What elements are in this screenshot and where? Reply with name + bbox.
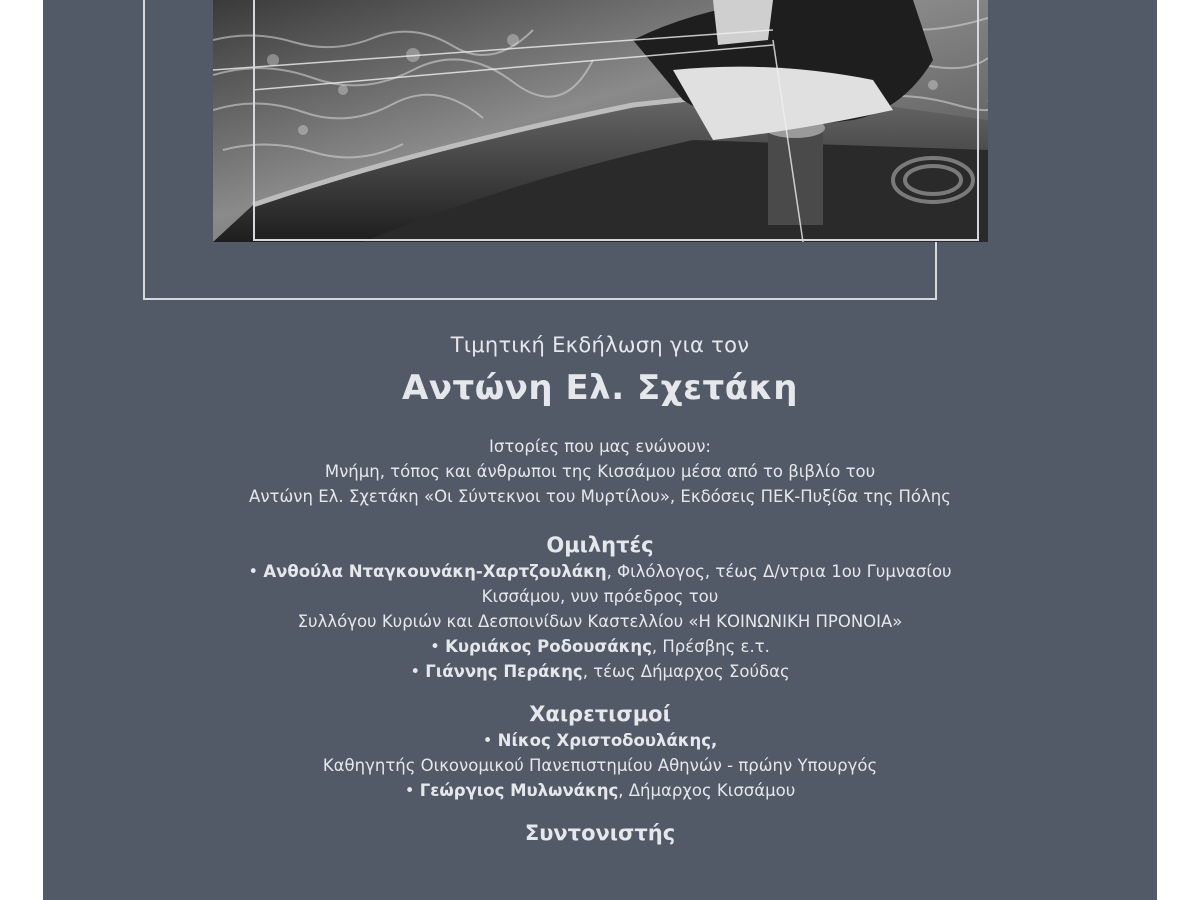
theme-line-3: Αντώνη Ελ. Σχετάκη «Οι Σύντεκνοι του Μυρτίλου», Εκδόσεις ΠΕΚ-Πυξίδα της Πόλης bbox=[249, 487, 951, 506]
greeting-2-bullet: • bbox=[404, 781, 420, 800]
inner-decorative-frame bbox=[253, 0, 979, 241]
speaker-1-role-line-2: Κισσάμου, νυν πρόεδρος του bbox=[481, 587, 719, 606]
honoree-name: Αντώνη Ελ. Σχετάκη bbox=[402, 368, 798, 408]
greeting-1-role: Καθηγητής Οικονομικού Πανεπιστημίου Αθηνών - πρώην Υπουργός bbox=[322, 756, 878, 775]
speaker-1 bbox=[43, 559, 1157, 584]
speaker-1-bullet: • bbox=[248, 562, 264, 581]
coordinator-heading: Συντονιστής bbox=[524, 821, 676, 845]
speaker-3-bullet: • bbox=[410, 662, 426, 681]
greeting-1-bullet: • bbox=[482, 731, 498, 750]
speaker-3-name: Γιάννης Περάκης bbox=[425, 662, 583, 681]
speaker-1-role-line-3: Συλλόγου Κυριών και Δεσποινίδων Καστελλίου «Η ΚΟΙΝΩΝΙΚΗ ΠΡΟΝΟΙΑ» bbox=[297, 612, 903, 631]
speaker-3-role: , τέως Δήμαρχος Σούδας bbox=[582, 662, 790, 681]
speakers-heading: Ομιλητές bbox=[546, 533, 654, 557]
speaker-2-name: Κυριάκος Ροδουσάκης bbox=[445, 637, 652, 656]
greeting-1 bbox=[43, 728, 1157, 753]
speaker-3 bbox=[43, 659, 1157, 684]
event-subtitle: Τιμητική Εκδήλωση για τον bbox=[450, 333, 750, 357]
speaker-2 bbox=[43, 634, 1157, 659]
greeting-2-role: , Δήμαρχος Κισσάμου bbox=[618, 781, 796, 800]
theme-line-1: Ιστορίες που μας ενώνουν: bbox=[489, 437, 711, 456]
greetings-heading: Χαιρετισμοί bbox=[529, 702, 671, 726]
speaker-2-bullet: • bbox=[430, 637, 446, 656]
poster-text bbox=[43, 330, 1157, 847]
speaker-2-role: , Πρέσβης ε.τ. bbox=[651, 637, 770, 656]
event-poster bbox=[43, 0, 1157, 900]
speaker-1-role: , Φιλόλογος, τέως Δ/ντρια 1ου Γυμνασίου bbox=[606, 562, 952, 581]
greeting-2-name: Γεώργιος Μυλωνάκης bbox=[419, 781, 619, 800]
event-theme bbox=[43, 434, 1157, 509]
theme-line-2: Μνήμη, τόπος και άνθρωποι της Κισσάμου μέσα από το βιβλίο του bbox=[324, 462, 876, 481]
greeting-1-comma: , bbox=[711, 731, 718, 750]
speaker-1-name: Ανθούλα Νταγκουνάκη-Χαρτζουλάκη bbox=[263, 562, 607, 581]
greeting-2 bbox=[43, 778, 1157, 803]
greeting-1-name: Νίκος Χριστοδουλάκης bbox=[497, 731, 712, 750]
